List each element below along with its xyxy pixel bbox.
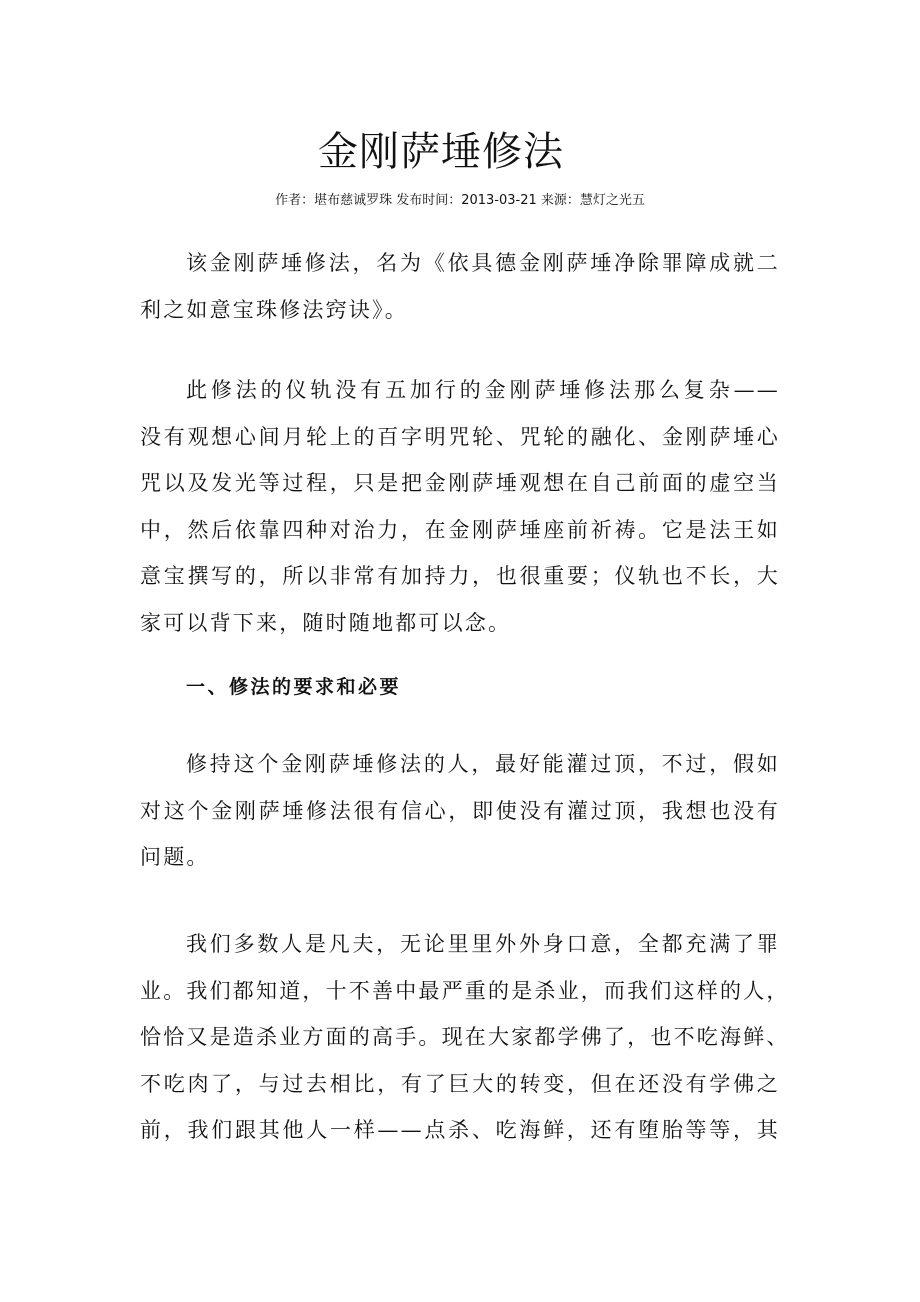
- paragraph-line: 问题。: [140, 845, 210, 869]
- paragraph-3: [140, 741, 780, 881]
- paragraph-1: [140, 240, 780, 333]
- meta-text: 作者：堪布慈诚罗珠 发布时间：2013-03-21 来源：慧灯之光五: [275, 193, 645, 208]
- paragraph-4: [140, 921, 790, 1154]
- paragraph-line: 业。我们都知道，十不善中最严重的是杀业，而我们这样的人，: [140, 978, 790, 1003]
- article-meta: [0, 190, 920, 212]
- paragraph-line: 我们多数人是凡夫，无论里里外外身口意，全都充满了罪: [186, 932, 780, 956]
- paragraph-line: 对这个金刚萨埵修法很有信心，即使没有灌过顶，我想也没有: [140, 798, 780, 823]
- paragraph-line: 没有观想心间月轮上的百字明咒轮、咒轮的融化、金刚萨埵心: [140, 424, 780, 449]
- paragraph-line: 中，然后依靠四种对治力，在金刚萨埵座前祈祷。它是法王如: [140, 517, 780, 542]
- paragraph-line: 家可以背下来，随时随地都可以念。: [140, 610, 512, 635]
- document-title: 金刚萨埵修法: [318, 129, 564, 175]
- paragraph-line: 修持这个金刚萨埵修法的人，最好能灌过顶，不过，假如: [186, 752, 780, 776]
- paragraph-2: [140, 367, 780, 646]
- paragraph-line: 该金刚萨埵修法，名为《依具德金刚萨埵净除罪障成就二: [186, 251, 780, 275]
- paragraph-line: 此修法的仪轨没有五加行的金刚萨埵修法那么复杂——: [186, 378, 780, 402]
- section-heading: 一、修法的要求和必要: [186, 676, 402, 698]
- paragraph-line: 恰恰又是造杀业方面的高手。现在大家都学佛了，也不吃海鲜、: [140, 1025, 790, 1049]
- paragraph-line: 前，我们跟其他人一样——点杀、吃海鲜，还有堕胎等等，其: [140, 1118, 780, 1142]
- paragraph-line: 利之如意宝珠修法窍诀》。: [140, 297, 408, 322]
- paragraph-line: 意宝撰写的，所以非常有加持力，也很重要；仪轨也不长，大: [140, 564, 780, 588]
- paragraph-line: 不吃肉了，与过去相比，有了巨大的转变，但在还没有学佛之: [140, 1071, 780, 1096]
- paragraph-line: 咒以及发光等过程，只是把金刚萨埵观想在自己前面的虚空当: [140, 471, 780, 495]
